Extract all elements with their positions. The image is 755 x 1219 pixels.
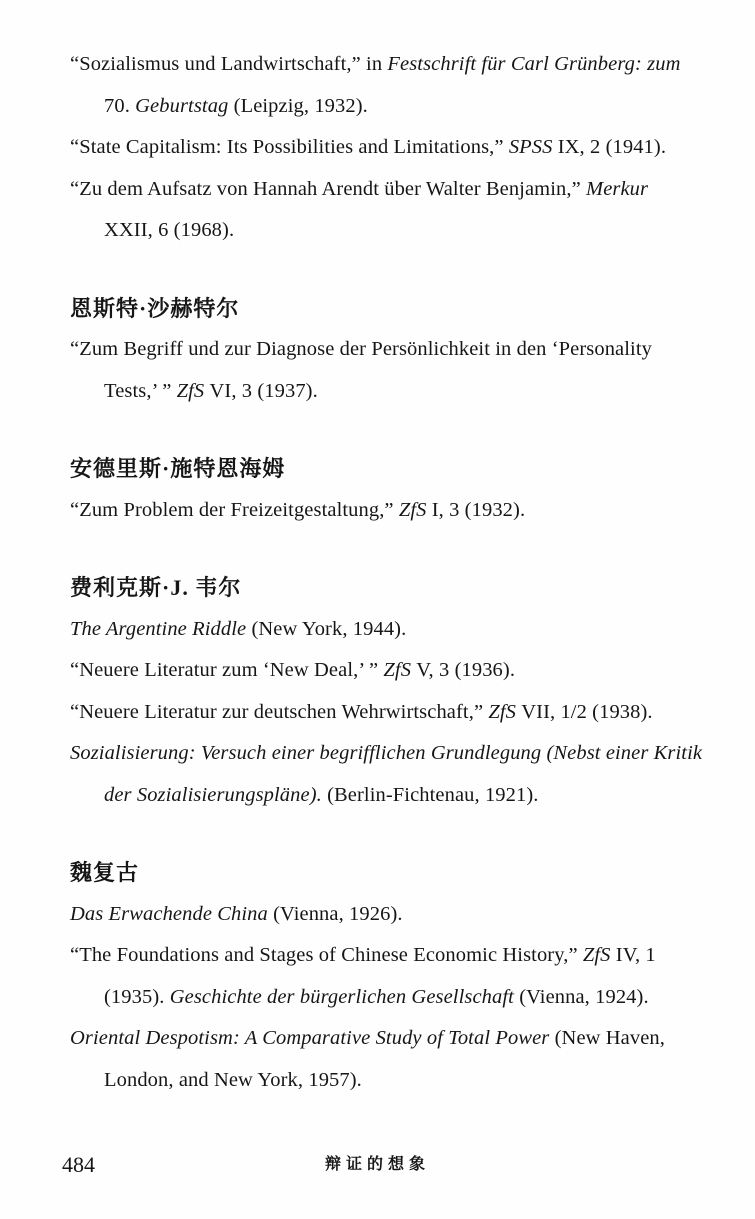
bibliography-entry: [70, 44, 710, 127]
text-segment: ZfS: [398, 498, 432, 521]
text-segment: der Sozialisierungspläne).: [104, 783, 328, 806]
text-segment: Das Erwachende China: [70, 902, 274, 925]
text-segment: ZfS: [488, 700, 522, 723]
text-segment: 70.: [104, 94, 136, 117]
text-segment: (Vienna, 1926).: [273, 902, 403, 925]
text-segment: Geschichte der bürgerlichen Gesellschaft: [169, 985, 520, 1008]
text-segment: Tests,’ ”: [104, 379, 177, 402]
author-heading: 恩斯特·沙赫特尔: [70, 295, 240, 321]
bibliography-entry: [70, 935, 710, 1018]
author-heading: 安德里斯·施特恩海姆: [70, 456, 286, 481]
bibliography-entry: [70, 692, 710, 734]
bibliography-entry: [70, 733, 710, 816]
bibliography-entry: [70, 1018, 710, 1101]
text-segment: Festschrift für Carl Grünberg: zum: [387, 53, 681, 75]
text-segment: The Argentine Riddle: [70, 617, 252, 640]
author-heading: 费利克斯·J. 韦尔: [70, 575, 242, 600]
text-segment: (New Haven,: [554, 1027, 665, 1049]
text-segment: VI, 3 (1937).: [209, 379, 318, 402]
author-heading: 魏复古: [70, 860, 140, 885]
text-segment: (Berlin-Fichtenau, 1921).: [327, 783, 539, 806]
text-segment: ZfS: [176, 379, 210, 402]
text-segment: “Zum Problem der Freizeitgestaltung,”: [70, 498, 399, 521]
text-segment: (1935).: [104, 985, 170, 1008]
text-segment: (New York, 1944).: [251, 617, 407, 640]
bibliography-entry: [70, 169, 710, 252]
text-segment: Geburtstag: [135, 94, 234, 117]
bibliography-entry: [70, 650, 710, 692]
bibliography-entry: [70, 894, 710, 936]
text-segment: “Zu dem Aufsatz von Hannah Arendt über Walter Benjamin,”: [70, 177, 587, 200]
text-segment: Merkur: [586, 177, 649, 200]
page-footer: [0, 1144, 755, 1186]
page-number: 484: [62, 1152, 95, 1177]
text-segment: “Sozialismus und Landwirtschaft,” in: [70, 53, 388, 75]
bibliography-entry: [70, 329, 710, 412]
bibliography-content: [70, 44, 710, 1101]
text-segment: VII, 1/2 (1938).: [521, 700, 653, 723]
text-segment: “The Foundations and Stages of Chinese Economic History,”: [70, 944, 583, 966]
text-segment: (Leipzig, 1932).: [233, 94, 368, 117]
text-segment: IV, 1: [615, 944, 656, 966]
text-segment: “Zum Begriff und zur Diagnose der Persönlichkeit in den ‘Personality: [70, 338, 652, 360]
text-segment: SPSS: [508, 136, 558, 158]
text-segment: “State Capitalism: Its Possibilities and Limitations,”: [70, 136, 509, 158]
text-segment: London, and New York, 1957).: [104, 1068, 362, 1091]
text-segment: Oriental Despotism: A Comparative Study of Total Power: [70, 1027, 555, 1049]
text-segment: “Neuere Literatur zur deutschen Wehrwirtschaft,”: [70, 700, 489, 723]
text-segment: Sozialisierung: Versuch einer begrifflichen Grundlegung (Nebst einer Kritik: [70, 742, 703, 764]
text-segment: ZfS: [582, 944, 616, 966]
bibliography-entry: [70, 609, 710, 651]
text-segment: “Neuere Literatur zum ‘New Deal,’ ”: [70, 659, 384, 681]
text-segment: I, 3 (1932).: [431, 498, 526, 521]
text-segment: XXII, 6 (1968).: [104, 219, 235, 241]
bibliography-entry: [70, 127, 710, 169]
text-segment: ZfS: [383, 659, 417, 681]
running-title: 辩证的想象: [324, 1156, 430, 1173]
text-segment: IX, 2 (1941).: [557, 136, 667, 158]
text-segment: (Vienna, 1924).: [519, 985, 649, 1008]
text-segment: V, 3 (1936).: [416, 659, 516, 681]
bibliography-entry: [70, 490, 710, 532]
